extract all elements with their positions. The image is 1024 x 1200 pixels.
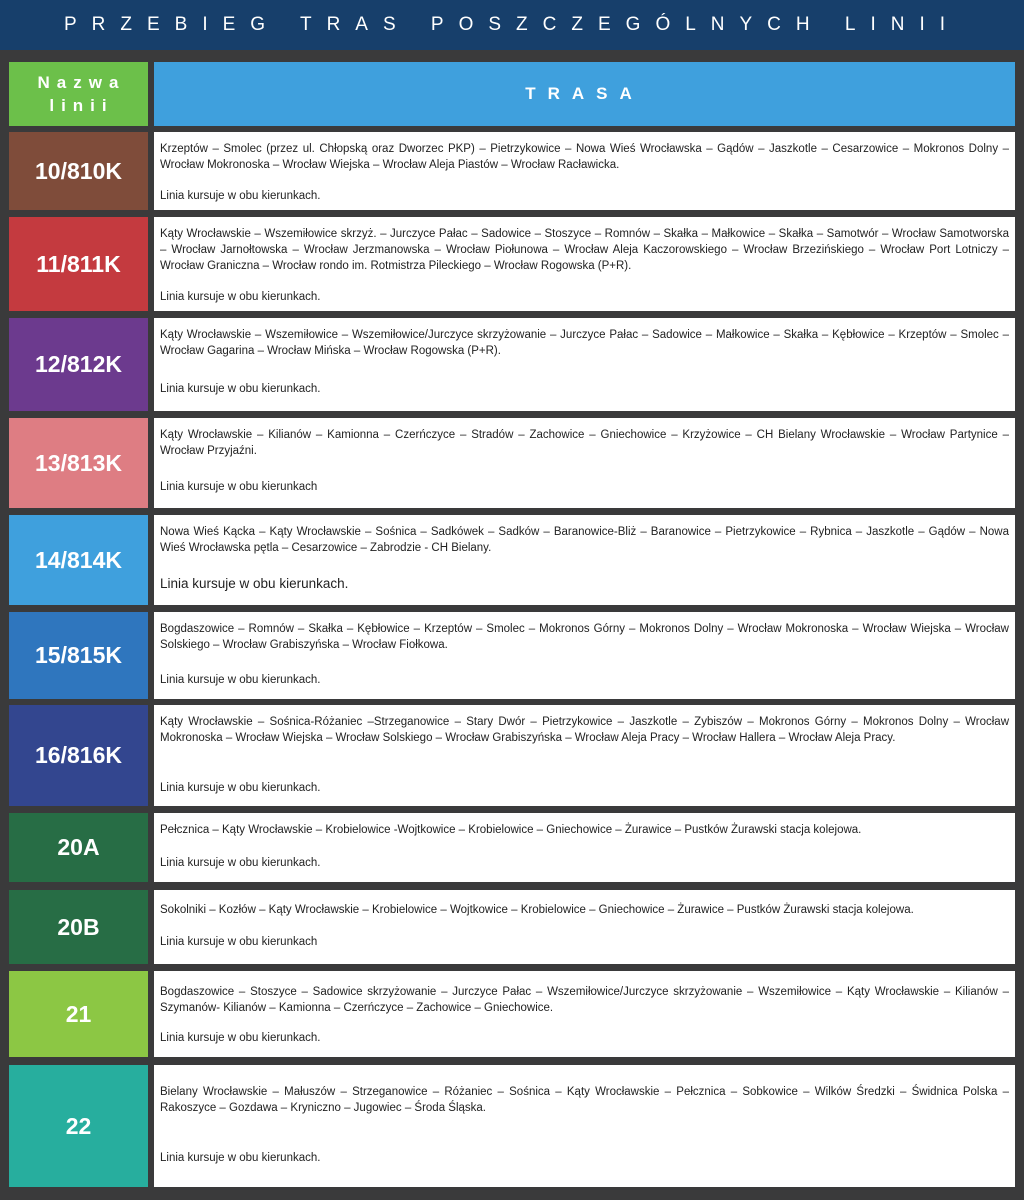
direction-note: Linia kursuje w obu kierunkach: [160, 936, 318, 948]
route-cell: [154, 971, 1015, 1057]
table-row: [0, 515, 1024, 605]
route-text: Kąty Wrocławskie – Sośnica-Różaniec –Strzeganowice – Stary Dwór – Pietrzykowice – Jaszkotle – Zybiszów – Mokronos Górny – Mokronos Dolny – Wrocław Mokronoska – Wrocław Wiejska – Wrocław Solskiego – Wrocław Grabiszyńska – Wrocław Aleja Pracy – Wrocław Hallera – Wrocław Aleja Pracy.: [160, 716, 1009, 744]
direction-note: Linia kursuje w obu kierunkach.: [160, 857, 321, 869]
route-text: Bogdaszowice – Romnów – Skałka – Kębłowice – Krzeptów – Smolec – Mokronos Górny – Mokronos Dolny – Wrocław Mokronoska – Wrocław Wiejska – Wrocław Solskiego – Wrocław Grabiszyńska – Wrocław Fiołkowa.: [160, 623, 1009, 651]
table-row: [0, 813, 1024, 882]
line-number-cell: [9, 418, 148, 508]
line-number-cell: [9, 612, 148, 699]
line-number: 16/816K: [35, 742, 122, 768]
line-number-cell: [9, 813, 148, 882]
table-row: [0, 705, 1024, 806]
direction-note: Linia kursuje w obu kierunkach.: [160, 782, 321, 794]
line-number: 22: [65, 1112, 92, 1139]
direction-note: Linia kursuje w obu kierunkach.: [160, 383, 321, 395]
route-text: Kąty Wrocławskie – Kilianów – Kamionna – Czerńczyce – Stradów – Zachowice – Gniechowice – Krzyżowice – CH Bielany Wrocławskie – Wrocław Partynice – Wrocław Przyjaźni.: [160, 429, 1009, 457]
line-number: 13/813K: [35, 449, 122, 476]
line-number: 20B: [57, 913, 100, 940]
direction-note: Linia kursuje w obu kierunkach: [160, 481, 318, 493]
line-number: 20A: [57, 834, 100, 860]
route-text: Kąty Wrocławskie – Wszemiłowice – Wszemiłowice/Jurczyce skrzyżowanie – Jurczyce Pałac – Sadowice – Małkowice – Skałka – Kębłowice – Krzeptów – Smolec – Wrocław Gagarina – Wrocław Mińska – Wrocław Rogowska (P+R).: [160, 329, 1009, 357]
table-row: [0, 318, 1024, 411]
route-cell: [154, 318, 1015, 411]
route-text: Pełcznica – Kąty Wrocławskie – Krobielowice -Wojtkowice – Krobielowice – Gniechowice – Żurawice – Pustków Żurawski stacja kolejowa.: [160, 824, 862, 836]
line-number: 10/810K: [35, 157, 122, 184]
page-title-banner: [0, 0, 1024, 50]
table-row: [0, 1065, 1024, 1187]
table-row: [0, 971, 1024, 1057]
route-text: Sokolniki – Kozłów – Kąty Wrocławskie – Krobielowice – Wojtkowice – Krobielowice – Gniechowice – Żurawice – Pustków Żurawski stacja kolejowa.: [160, 904, 914, 916]
route-text: Bogdaszowice – Stoszyce – Sadowice skrzyżowanie – Jurczyce Pałac – Wszemiłowice/Jurczyce skrzyżowanie – Wszemiłowice – Kąty Wrocławskie – Kilianów – Szymanów- Kilianów – Kamionna – Czerńczyce – Zachowice – Gniechowice.: [160, 986, 1009, 1014]
route-cell: [154, 132, 1015, 210]
direction-note: Linia kursuje w obu kierunkach.: [160, 1032, 321, 1044]
line-number-cell: [9, 132, 148, 210]
table-row: [0, 612, 1024, 699]
table-row: [0, 217, 1024, 311]
direction-note: Linia kursuje w obu kierunkach.: [160, 190, 321, 202]
line-number-cell: [9, 890, 148, 964]
line-number-cell: [9, 515, 148, 605]
route-text: Kąty Wrocławskie – Wszemiłowice skrzyż. – Jurczyce Pałac – Sadowice – Stoszyce – Romnów – Skałka – Małkowice – Skałka – Samotwór – Wrocław Samotworska – Wrocław Jarnołtowska – Wrocław Jerzmanowska – Wrocław Piołunowa – Wrocław Aleja Kaczorowskiego – Wrocław Brzezińskiego – Wrocław Port Lotniczy – Wrocław Graniczna – Wrocław rondo im. Rotmistrza Pileckiego – Wrocław Rogowska (P+R).: [160, 228, 1009, 272]
line-number: 14/814K: [35, 546, 122, 573]
route-text: Krzeptów – Smolec (przez ul. Chłopską oraz Dworzec PKP) – Pietrzykowice – Nowa Wieś Wrocławska – Gądów – Jaszkotle – Cesarzowice – Mokronos Dolny – Wrocław Mokronoska – Wrocław Wiejska – Wrocław Aleja Piastów – Wrocław Racławicka.: [160, 143, 1009, 171]
line-number-cell: [9, 217, 148, 311]
line-number-cell: [9, 1065, 148, 1187]
route-cell: [154, 418, 1015, 508]
line-number: 21: [65, 1000, 92, 1027]
column-header-line-name-1: Nazwa: [37, 73, 126, 92]
route-text: Bielany Wrocławskie – Małuszów – Strzeganowice – Różaniec – Sośnica – Kąty Wrocławskie – Pełcznica – Sobkowice – Wilków Średzki – Świdnica Polska – Rakoszyce – Gozdawa – Kryniczno – Jugowiec – Środa Śląska.: [160, 1086, 1009, 1114]
route-cell: [154, 217, 1015, 311]
page-title: PRZEBIEG TRAS POSZCZEGÓLNYCH LINII: [63, 14, 961, 35]
column-header-line-name-2: linii: [49, 96, 114, 115]
line-number-cell: [9, 971, 148, 1057]
column-header-line-name: [9, 62, 148, 126]
route-cell: [154, 612, 1015, 699]
direction-note: Linia kursuje w obu kierunkach.: [160, 576, 349, 591]
line-number-cell: [9, 705, 148, 806]
route-cell: [154, 515, 1015, 605]
route-text: Nowa Wieś Kącka – Kąty Wrocławskie – Sośnica – Sadkówek – Sadków – Baranowice-Bliż – Baranowice – Pietrzykowice – Rybnica – Jaszkotle – Gądów – Nowa Wieś Wrocławska pętla – Cesarzowice – Zabrodzie - CH Bielany.: [160, 526, 1009, 554]
line-number: 15/815K: [35, 642, 122, 668]
route-cell: [154, 1065, 1015, 1187]
column-header-route: [154, 62, 1015, 126]
column-header-route-label: TRASA: [525, 84, 644, 103]
direction-note: Linia kursuje w obu kierunkach.: [160, 1152, 321, 1164]
route-cell: [154, 813, 1015, 882]
line-number-cell: [9, 318, 148, 411]
line-number: 12/812K: [35, 351, 122, 377]
direction-note: Linia kursuje w obu kierunkach.: [160, 674, 321, 686]
route-cell: [154, 890, 1015, 964]
line-number: 11/811K: [36, 250, 121, 277]
direction-note: Linia kursuje w obu kierunkach.: [160, 291, 321, 303]
table-row: [0, 132, 1024, 210]
table-row: [0, 418, 1024, 508]
table-row: [0, 890, 1024, 964]
route-cell: [154, 705, 1015, 806]
